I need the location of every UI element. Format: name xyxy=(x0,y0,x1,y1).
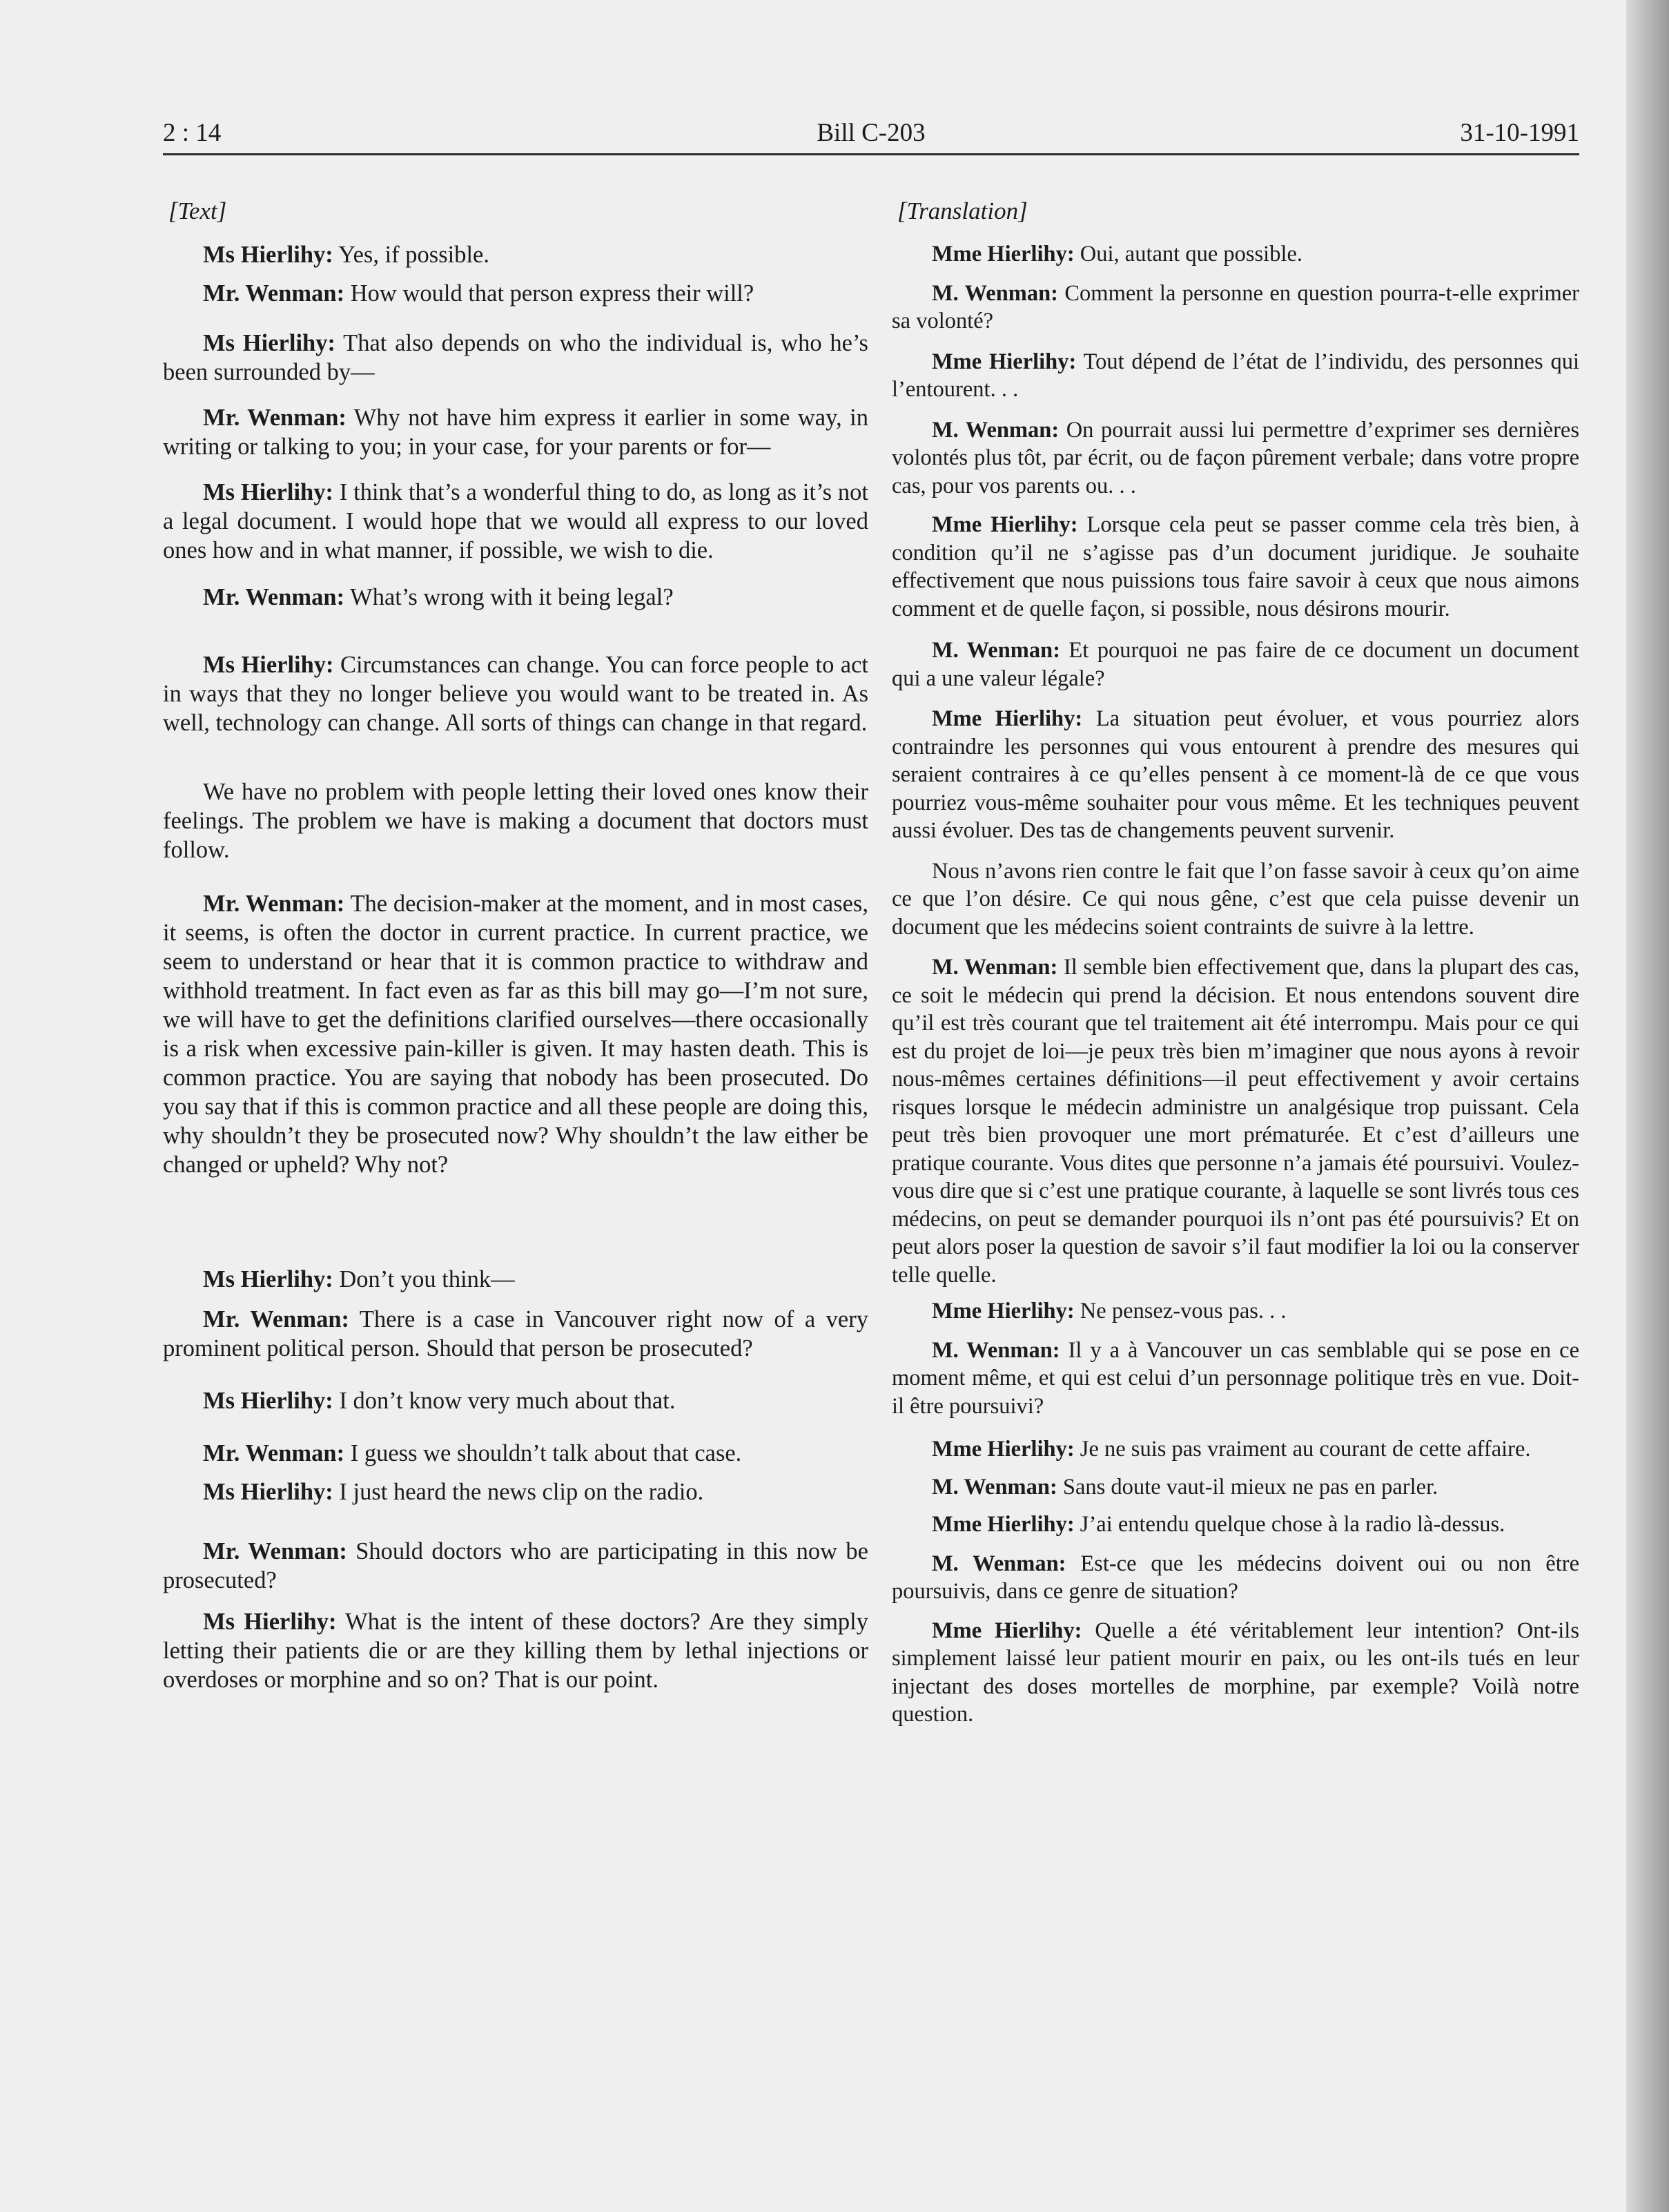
speaker-name: M. Wenman: xyxy=(932,955,1058,980)
speaker-name: Mr. Wenman: xyxy=(203,280,345,307)
speaker-name: Mr. Wenman: xyxy=(203,584,345,610)
speech-paragraph xyxy=(892,511,1579,623)
speech-paragraph xyxy=(163,650,868,737)
speaker-name: Mme Hierlihy: xyxy=(932,242,1075,266)
speaker-name: Mr. Wenman: xyxy=(203,405,347,431)
speaker-name: Ms Hierlihy: xyxy=(203,479,333,505)
speech-text: Ne pensez-vous pas. . . xyxy=(1080,1299,1287,1323)
page-header xyxy=(163,109,1579,155)
transcript-french xyxy=(892,240,1579,1729)
speech-text: Est-ce que les médecins doivent oui ou non être poursuivis, dans ce genre de situation? xyxy=(892,1551,1579,1604)
column-label-text: [Text] xyxy=(168,197,227,224)
speech-paragraph xyxy=(892,1435,1579,1464)
speech-paragraph xyxy=(892,705,1579,845)
speech-paragraph xyxy=(892,240,1579,269)
column-translation xyxy=(892,197,1579,1729)
speaker-name: M. Wenman: xyxy=(932,417,1060,443)
speaker-name: M. Wenman: xyxy=(932,1337,1060,1363)
speaker-name: M. Wenman: xyxy=(932,1474,1057,1500)
speech-text: What’s wrong with it being legal? xyxy=(350,584,674,610)
speech-paragraph xyxy=(163,889,868,1179)
speech-paragraph xyxy=(163,1537,868,1595)
speech-paragraph xyxy=(892,953,1579,1289)
speech-text: How would that person express their will? xyxy=(350,280,754,307)
speaker-name: Mme Hierlihy: xyxy=(932,1512,1075,1537)
speech-text: I think that’s a wonderful thing to do, as long as it’s not a legal document. I would hope that we would all express to our loved ones how and in what manner, if possible, we wish to die. xyxy=(163,479,869,563)
speech-text: Yes, if possible. xyxy=(338,242,489,268)
speaker-name: Ms Hierlihy: xyxy=(203,1388,333,1414)
speech-paragraph xyxy=(892,1617,1579,1729)
speaker-name: Mme Hierlihy: xyxy=(932,1618,1082,1643)
speech-text: Quelle a été véritablement leur intention? Ont-ils simplement laissé leur patient mourir en paix, ou les ont-ils tués en leur injectant des doses mortelles de morphine, par exemple? Voilà notre question. xyxy=(892,1618,1579,1727)
speech-paragraph xyxy=(163,329,868,387)
speaker-name: Ms Hierlihy: xyxy=(203,242,333,268)
speech-paragraph xyxy=(892,1337,1579,1421)
header-date: 31-10-1991 xyxy=(1460,119,1579,147)
speech-text: Et pourquoi ne pas faire de ce document un document qui a une valeur légale? xyxy=(892,638,1579,691)
speaker-name: Ms Hierlihy: xyxy=(203,1609,337,1635)
speech-paragraph xyxy=(892,637,1579,692)
speech-text: There is a case in Vancouver right now of a very prominent political person. Should that person be prosecuted? xyxy=(163,1306,868,1361)
speech-text: Il semble bien effectivement que, dans la plupart des cas, ce soit le médecin qui prend la décision. Et nous entendons souvent dire qu’il est très courant que tel traitement ait été interrompu. Mais pour ce qui est du projet de loi—je peux très bien m’imaginer que nous ayons à revoir nous-mêmes certaines définitions—il peut effectivement y avoir certains risques lorsque le médecin administre un analgésique trop puissant. Cela peut très bien provoquer une mort prématurée. Et c’est d’ailleurs une pratique courante. Vous dites que personne n’a jamais été poursuivi. Voulez-vous dire que si c’est une pratique courante, à laquelle se sont livrés tous ces médecins, on peut se demander pourquoi ils n’ont pas été poursuivis? Et on peut alors poser la question de savoir s’il faut modifier la loi ou la conserver telle quelle. xyxy=(892,955,1580,1288)
bill-title: Bill C-203 xyxy=(817,119,926,147)
page-number: 2 : 14 xyxy=(163,119,222,147)
speech-paragraph xyxy=(163,1607,868,1694)
speaker-name: Ms Hierlihy: xyxy=(203,330,335,356)
speech-paragraph xyxy=(163,478,868,565)
speech-text: Tout dépend de l’état de l’individu, des personnes qui l’entourent. . . xyxy=(892,349,1579,402)
speech-paragraph xyxy=(163,777,868,864)
speaker-name: Mme Hierlihy: xyxy=(932,1299,1075,1323)
speech-paragraph xyxy=(892,280,1579,336)
speech-text: The decision-maker at the moment, and in most cases, it seems, is often the doctor in current practice. In current practice, we seem to understand or hear that it is common practice to withdraw and withhold treatment. In fact even as far as this bill may go—I’m not sure, we will have to get the definitions clarified ourselves—there occasionally is a risk when excessive pain-killer is given. It may hasten death. This is common practice. You are saying that nobody has been prosecuted. Do you say that if this is common practice and all these people are doing this, why shouldn’t they be prosecuted now? Why shouldn’t the law either be changed or upheld? Why not? xyxy=(163,891,868,1178)
speech-text: That also depends on who the individual is, who he’s been surrounded by— xyxy=(163,330,868,385)
speech-text: I don’t know very much about that. xyxy=(339,1388,676,1414)
speech-paragraph xyxy=(892,1511,1579,1539)
speaker-name: M. Wenman: xyxy=(932,280,1058,306)
speech-text: Je ne suis pas vraiment au courant de cette affaire. xyxy=(1080,1437,1531,1462)
speech-text: Oui, autant que possible. xyxy=(1080,242,1303,266)
speaker-name: Mr. Wenman: xyxy=(203,1538,347,1564)
page-edge-shadow xyxy=(1626,0,1669,2212)
speech-text: Nous n’avons rien contre le fait que l’on fasse savoir à ceux qu’on aime ce que l’on désire. Ce qui nous gêne, c’est que cela puisse devenir un document que les médecins soient contraints de suivre à la lettre. xyxy=(892,858,1579,940)
speech-paragraph xyxy=(163,1386,868,1415)
speech-text: We have no problem with people letting their loved ones know their feelings. The problem we have is making a document that doctors must follow. xyxy=(163,779,868,863)
speech-paragraph xyxy=(163,403,868,461)
speech-text: J’ai entendu quelque chose à la radio là-dessus. xyxy=(1080,1512,1505,1537)
speech-text: Sans doute vaut-il mieux ne pas en parler. xyxy=(1062,1474,1438,1500)
speech-paragraph xyxy=(892,348,1579,404)
speech-paragraph xyxy=(163,1477,868,1506)
speaker-name: Mme Hierlihy: xyxy=(932,512,1078,537)
speech-text: What is the intent of these doctors? Are they simply letting their patients die or are they killing them by lethal injections or overdoses or morphine and so on? That is our point. xyxy=(163,1609,868,1693)
speech-text: On pourrait aussi lui permettre d’exprimer ses dernières volontés plus tôt, par écrit, ou de façon pûrement verbale; dans votre propre cas, pour vos parents ou. . . xyxy=(892,417,1579,498)
speech-text: I just heard the news clip on the radio. xyxy=(339,1479,704,1505)
transcript-english xyxy=(163,240,868,1694)
speech-text: I guess we shouldn’t talk about that case. xyxy=(350,1440,742,1466)
speech-text: Don’t you think— xyxy=(339,1266,515,1292)
speaker-name: Mme Hierlihy: xyxy=(932,1437,1075,1462)
column-text xyxy=(163,197,868,1694)
speech-text: Why not have him express it earlier in some way, in writing or talking to you; in your case, for your parents or for— xyxy=(163,405,868,460)
speaker-name: Mr. Wenman: xyxy=(203,891,345,917)
speaker-name: Ms Hierlihy: xyxy=(203,1479,333,1505)
speech-text: Il y a à Vancouver un cas semblable qui se pose en ce moment même, et qui est celui d’un personnage politique très en vue. Doit-il être poursuivi? xyxy=(892,1337,1579,1419)
speaker-name: Mr. Wenman: xyxy=(203,1306,349,1332)
speech-paragraph xyxy=(892,1473,1579,1502)
speech-text: Comment la personne en question pourra-t-elle exprimer sa volonté? xyxy=(892,280,1579,333)
speech-paragraph xyxy=(892,1550,1579,1606)
speech-paragraph xyxy=(163,240,868,269)
speech-paragraph xyxy=(892,1297,1579,1326)
speech-text: Lorsque cela peut se passer comme cela très bien, à condition qu’il ne s’agisse pas d’un document juridique. Je souhaite effectivement que nous puissions tous faire savoir à ceux que nous aimons comment et de quelle façon, si possible, nous désirons mourir. xyxy=(892,512,1579,621)
speaker-name: Ms Hierlihy: xyxy=(203,652,334,678)
speaker-name: Mr. Wenman: xyxy=(203,1440,345,1466)
speech-text: Circumstances can change. You can force people to act in ways that they no longer believe you would want to be treated in. As well, technology can change. All sorts of things can change in that regard. xyxy=(163,652,868,736)
speech-paragraph xyxy=(163,279,868,308)
speech-paragraph xyxy=(163,583,868,612)
column-label-translation: [Translation] xyxy=(897,197,1028,224)
speaker-name: M. Wenman: xyxy=(932,1551,1066,1576)
speaker-name: Mme Hierlihy: xyxy=(932,706,1083,731)
speaker-name: Ms Hierlihy: xyxy=(203,1266,333,1292)
speech-paragraph xyxy=(892,416,1579,501)
speech-text: Should doctors who are participating in this now be prosecuted? xyxy=(163,1538,868,1593)
speaker-name: M. Wenman: xyxy=(932,638,1061,663)
speech-paragraph xyxy=(163,1305,868,1363)
speech-paragraph xyxy=(892,857,1579,942)
speaker-name: Mme Hierlihy: xyxy=(932,349,1077,374)
speech-paragraph xyxy=(163,1265,868,1294)
speech-paragraph xyxy=(163,1439,868,1468)
speech-text: La situation peut évoluer, et vous pourriez alors contraindre les personnes qui vous entourent à prendre des mesures qui seraient contraires à ce qu’elles pensent à ce moment-là de ce que vous pourriez vous-même souhaiter pour vous même. Et les techniques peuvent aussi évoluer. Des tas de changements peuvent survenir. xyxy=(892,706,1579,843)
